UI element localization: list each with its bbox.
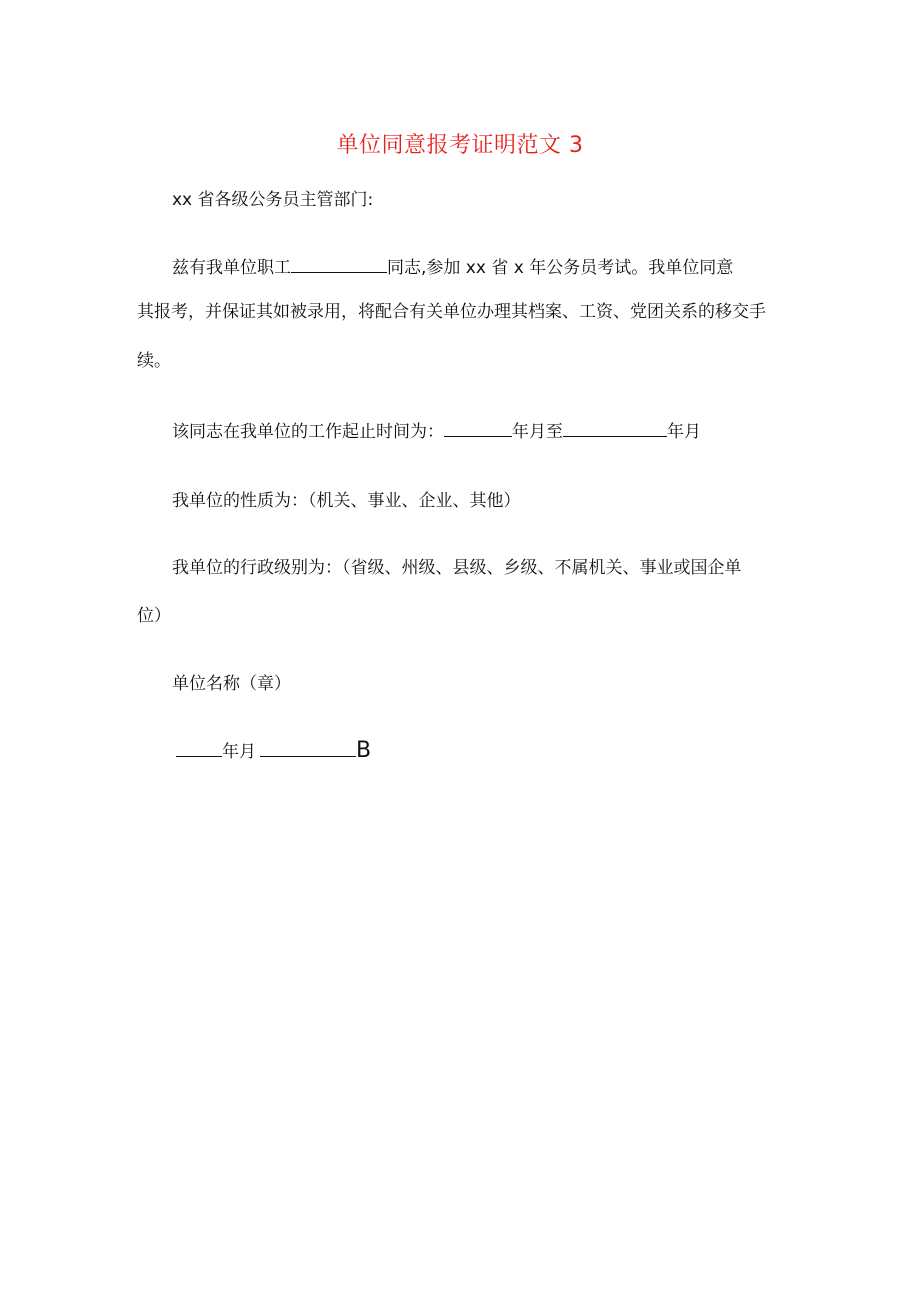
work-period-mid: 年月至: [512, 422, 563, 442]
work-period-line: [172, 418, 701, 444]
unit-nature-line: 我单位的性质为：（机关、事业、企业、其他）: [172, 491, 521, 511]
paragraph-1-before-blank: 兹有我单位职工: [172, 258, 291, 278]
unit-name-seal: 单位名称（章）: [172, 674, 291, 694]
start-date-blank: [444, 418, 512, 437]
end-date-blank: [563, 418, 667, 437]
paragraph-1-line-1: [172, 254, 733, 280]
date-mid: 年月: [222, 742, 256, 762]
paragraph-1-line-3: 续。: [137, 351, 171, 371]
page-title: 单位同意报考证明范文 3: [336, 133, 584, 158]
date-end: B: [356, 738, 372, 763]
admin-level-line-1: 我单位的行政级别为：（省级、州级、县级、乡级、不属机关、事业或国企单: [172, 558, 742, 578]
work-period-label: 该同志在我单位的工作起止时间为：: [172, 422, 444, 442]
salutation: xx 省各级公务员主管部门:: [172, 190, 374, 210]
work-period-end: 年月: [667, 422, 701, 442]
date-blank-1: [176, 738, 222, 757]
paragraph-1-after-blank: 同志,参加 xx 省 x 年公务员考试。我单位同意: [387, 258, 734, 278]
employee-name-blank: [291, 254, 387, 273]
date-blank-2: [260, 738, 356, 757]
signature-date-line: [176, 738, 371, 764]
paragraph-1-line-2: 其报考，并保证其如被录用，将配合有关单位办理其档案、工资、党团关系的移交手: [137, 302, 766, 322]
admin-level-line-2: 位）: [137, 606, 171, 626]
